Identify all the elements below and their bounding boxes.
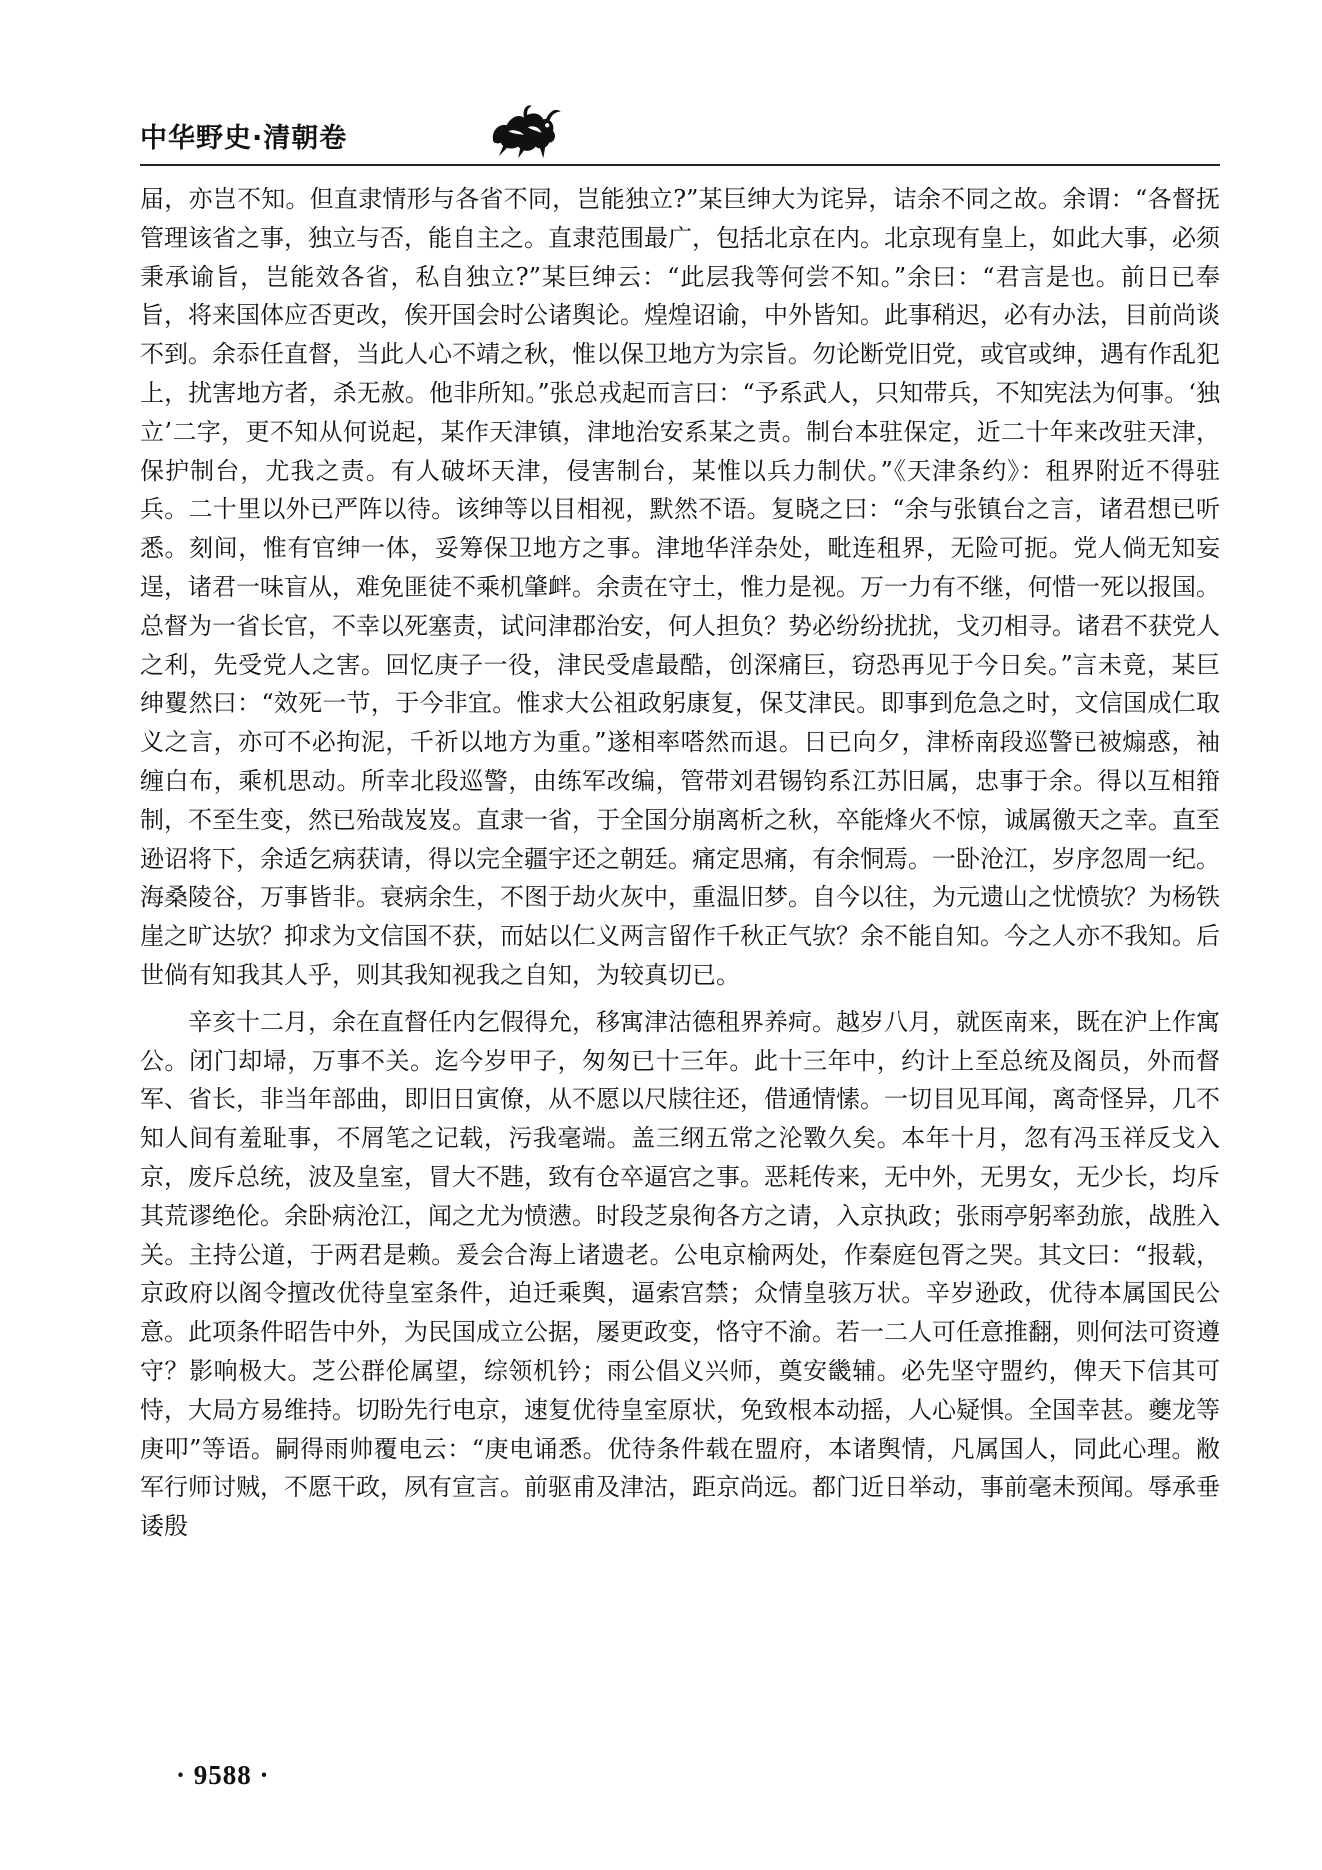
header-rule [140, 164, 1220, 166]
main-text [140, 180, 1220, 1546]
paragraph-continued: 届，亦岂不知。但直隶情形与各省不同，岂能独立?”某巨绅大为诧异，诘余不同之故。余谓：“各督抚管理该省之事，独立与否，能自主之。直隶范围最广，包括北京在内。北京现有皇上，如此大事，必须秉承谕旨，岂能效各省，私自独立?”某巨绅云：“此层我等何尝不知。”余曰：“君言是也。前日已奉旨，将来国体应否更改，俟开国会时公诸舆论。煌煌诏谕，中外皆知。此事稍迟，必有办法，目前尚谈不到。余忝任直督，当此人心不靖之秋，惟以保卫地方为宗旨。勿论断党旧党，或官或绅，遇有作乱犯上，扰害地方者，杀无赦。他非所知。”张总戎起而言曰：“予系武人，只知带兵，不知宪法为何事。‘独立’二字，更不知从何说起，某作天津镇，津地治安系某之责。制台本驻保定，近二十年来改驻天津，保护制台，尤我之责。有人破坏天津，侵害制台，某惟以兵力制伏。”《天津条约》：租界附近不得驻兵。二十里以外已严阵以待。该绅等以目相视，默然不语。复晓之曰：“余与张镇台之言，诸君想已听悉。刻间，惟有官绅一体，妥筹保卫地方之事。津地华洋杂处，毗连租界，无险可扼。党人倘无知妄逞，诸君一味盲从，难免匪徒不乘机肇衅。余责在守土，惟力是视。万一力有不继，何惜一死以报国。总督为一省长官，不幸以死塞责，试问津郡治安，何人担负？势必纷纷扰扰，戈刃相寻。诸君不获党人之利，先受党人之害。回忆庚子一役，津民受虐最酷，创深痛巨，窃恐再见于今日矣。”言未竟，某巨绅矍然曰：“效死一节，于今非宜。惟求大公祖政躬康复，保艾津民。即事到危急之时，文信国成仁取义之言，亦可不必拘泥，千祈以地方为重。”遂相率嗒然而退。日已向夕，津桥南段巡警已被煽惑，袖缠白布，乘机思动。所幸北段巡警，由练军改编，管带刘君锡钧系江苏旧属，忠事于余。得以互相箝制，不至生变，然已殆哉岌岌。直隶一省，于全国分崩离析之秋，卒能烽火不惊，诚属徼天之幸。直至逊诏将下，余适乞病获请，得以完全疆宇还之朝廷。痛定思痛，有余恫焉。一卧沧江，岁序忽周一纪。海桑陵谷，万事皆非。衰病余生，不图于劫火灰中，重温旧梦。自今以往，为元遗山之忧愤欤？为杨铁崖之旷达欤？抑求为文信国不获，而姑以仁义两言留作千秋正气欤？余不能自知。今之人亦不我知。后世倘有知我其人乎，则其我知视我之自知，为较真切已。 [140, 185, 1220, 989]
book-title: 中华野史·清朝卷 [140, 123, 348, 154]
page-number: · 9588 · [176, 1760, 270, 1790]
dragon-emblem-icon [485, 102, 563, 160]
paragraph: 辛亥十二月，余在直督任内乞假得允，移寓津沽德租界养疴。越岁八月，就医南来，既在沪上作寓公。闭门却埽，万事不关。迄今岁甲子，匆匆已十三年。此十三年中，约计上至总统及阁员，外而督军、省长，非当年部曲，即旧日寅僚，从不愿以尺牍往还，借通情愫。一切目见耳闻，离奇怪异，几不知人间有羞耻事，不屑笔之记载，污我毫端。盖三纲五常之沦斁久矣。本年十月，忽有冯玉祥反戈入京，废斥总统，波及皇室，冒大不韪，致有仓卒逼宫之事。恶耗传来，无中外，无男女，无少长，均斥其荒谬绝伦。余卧病沧江，闻之尤为愤懑。时段芝泉徇各方之请，入京执政；张雨亭躬率劲旅，战胜入关。主持公道，于两君是赖。爰会合海上诸遗老。公电京榆两处，作秦庭包胥之哭。其文曰：“报载，京政府以阁令擅改优待皇室条件，迫迁乘舆，逼索宫禁；众情皇骇万状。辛岁逊政，优待本属国民公意。此项条件昭告中外，为民国成立公据，屡更政变，恪守不渝。若一二人可任意推翻，则何法可资遵守？影响极大。芝公群伦属望，综领机钤；雨公倡义兴师，奠安畿辅。必先坚守盟约，俾天下信其可恃，大局方易维持。切盼先行电京，速复优待皇室原状，免致根本动摇，人心疑惧。全国幸甚。夔龙等庚叩”等语。嗣得雨帅覆电云：“庚电诵悉。优待条件载在盟府，本诸舆情，凡属国人，同此心理。敝军行师讨贼，不愿干政，夙有宣言。前驱甫及津沽，距京尚远。都门近日举动，事前毫未预闻。辱承垂诿殷 [140, 1007, 1220, 1541]
running-head [140, 108, 1220, 168]
